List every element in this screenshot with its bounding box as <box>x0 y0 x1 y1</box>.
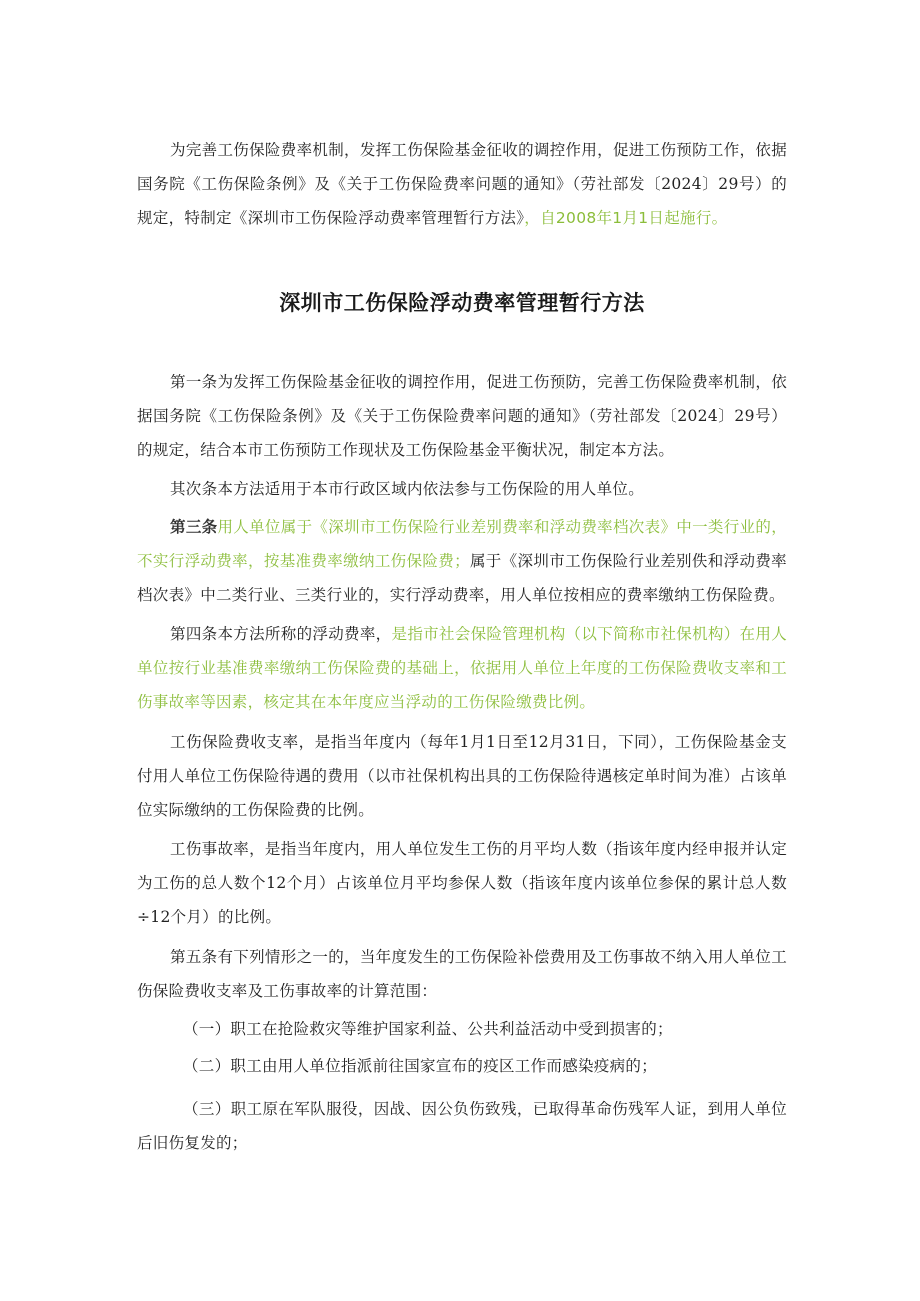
intro-paragraph <box>137 133 787 235</box>
intro-effective-date: ，自2008年1月1日起施行。 <box>524 209 728 227</box>
intro-text: 为完善工伤保险费率机制，发挥工伤保险基金征收的调控作用，促进工伤预防工作，依据国务院《工伤保险条例》及《关于工伤保险费率问题的通知》（劳社部发〔2024〕29号）的规定，特制定《深圳市工伤保险浮动费率管理暂行方法》 <box>137 141 787 227</box>
list-item-1: （一）职工在抢险救灾等维护国家利益、公共利益活动中受到损害的； <box>183 1020 673 1038</box>
list-item-3: （三）职工原在军队服役，因战、因公负伤致残，已取得革命伤残军人证，到用人单位后旧伤复发的； <box>137 1100 787 1152</box>
document-title: 深圳市工伤保险浮动费率管理暂行方法 <box>279 290 645 315</box>
article-1: 第一条为发挥工伤保险基金征收的调控作用，促进工伤预防，完善工伤保险费率机制，依据国务院《工伤保险条例》及《关于工伤保险费率问题的通知》（劳社部发〔2024〕29号）的规定，结合本市工伤预防工作现状及工伤保险基金平衡状况，制定本方法。 <box>137 373 787 459</box>
article-5: 第五条有下列情形之一的，当年度发生的工伤保险补偿费用及工伤事故不纳入用人单位工伤保险费收支率及工伤事故率的计算范围： <box>137 948 787 1000</box>
article-3 <box>137 510 787 612</box>
accident-rate-paragraph: 工伤事故率，是指当年度内，用人单位发生工伤的月平均人数（指该年度内经申报并认定为工伤的总人数个12个月）占该单位月平均参保人数（指该年度内该单位参保的累计总人数÷12个月）的比例。 <box>137 840 787 926</box>
article-4 <box>137 617 787 719</box>
article-4-start: 第四条本方法所称的浮动费率， <box>170 625 392 643</box>
article-4-highlight: 是指市社会保险管理机构（以下简称市社保机构）在用人单位按行业基准费率缴纳工伤保险费的基础上，依据用人单位上年度的工伤保险费收支率和工伤事故率等因素，核定其在本年度应当浮动的工伤保险缴费比例。 <box>137 625 787 711</box>
article-3-label: 第三条 <box>170 517 218 536</box>
article-2: 其次条本方法适用于本市行政区域内依法参与工伤保险的用人单位。 <box>170 480 645 498</box>
article-3-rest: 属于《深圳市工伤保险行业差别佚和浮动费率档次表》中二类行业、三类行业的，实行浮动费率，用人单位按相应的费率缴纳工伤保险费。 <box>137 552 787 604</box>
list-item-2: （二）职工由用人单位指派前往国家宣布的疫区工作而感染疫病的； <box>183 1057 658 1075</box>
article-3-highlight: 用人单位属于《深圳市工伤保险行业差别费率和浮动费率档次表》中一类行业的，不实行浮动费率，按基准费率缴纳工伤保险费； <box>137 518 787 570</box>
fee-ratio-paragraph: 工伤保险费收支率，是指当年度内（每年1月1日至12月31日，下同），工伤保险基金支付用人单位工伤保险待遇的费用（以市社保机构出具的工伤保险待遇核定单时间为准）占该单位实际缴纳的工伤保险费的比例。 <box>137 733 787 819</box>
